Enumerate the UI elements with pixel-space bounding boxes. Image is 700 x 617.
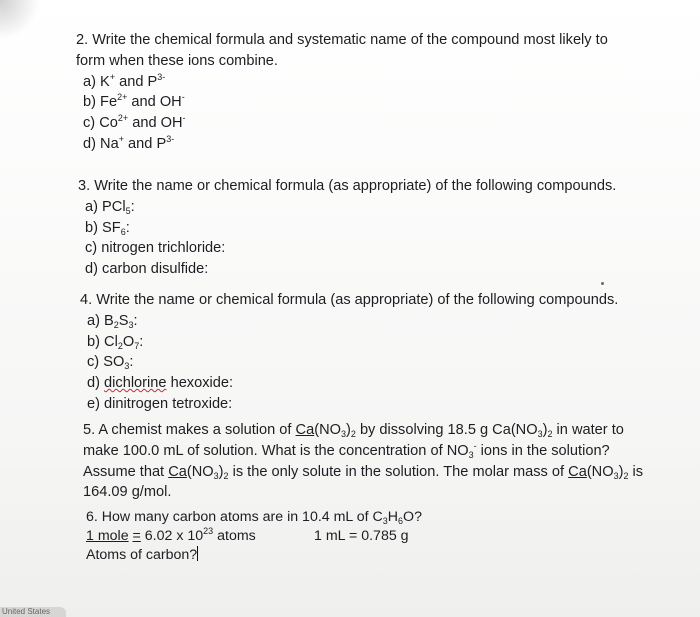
footer-tab: United States	[0, 607, 66, 617]
question-2-part-d: d) Na+ and $P^{3-}$	[83, 133, 175, 152]
question-5-line-1: 5. A chemist makes a solution of $Ca(NO_3)_2$ by dissolving 18.5 g $Ca(NO_3)_2$ in water to	[83, 422, 624, 439]
question-6-line-3[interactable]: Atoms of carbon?	[86, 547, 198, 563]
question-3-title: 3. Write the name or chemical formula (as appropriate) of the following compounds.	[78, 178, 617, 194]
question-6-line-2: 1 mole = 6.02 x $10^{23}$ atoms 1 mL = 0.785 g	[86, 526, 409, 544]
conversion-density: 1 mL = 0.785 g	[314, 528, 409, 544]
question-3-part-c: c) nitrogen trichloride:	[85, 240, 226, 257]
stray-mark	[601, 282, 604, 285]
question-2-title-line-1: 2. Write the chemical formula and systematic name of the compound most likely to	[76, 32, 608, 48]
question-2-part-c: c) $Co^{2+}$ and OH-	[83, 113, 186, 132]
question-2-part-b: b) $Fe^{2+}$ and OH-	[83, 92, 185, 111]
question-4-part-c: c) $SO_3$:	[87, 354, 134, 372]
question-4-part-d: d) dichlorine hexoxide:	[87, 375, 234, 392]
question-4-part-e: e) dinitrogen tetroxide:	[87, 395, 233, 412]
question-3	[78, 176, 700, 280]
question-2	[76, 30, 700, 155]
question-4-part-b: b) $Cl_2O_7$:	[87, 333, 144, 351]
question-6-line-1: 6. How many carbon atoms are in 10.4 mL of $C_3H_6O$?	[86, 509, 422, 526]
question-4	[80, 290, 700, 415]
question-5-line-4: 164.09 g/mol.	[83, 484, 172, 501]
question-2-title-line-2: form when these ions combine.	[76, 52, 278, 69]
question-3-part-b: b) $SF_6$:	[85, 219, 130, 237]
question-3-part-d: d) carbon disulfide:	[85, 261, 209, 278]
question-4-part-a: a) $B_2S_3$:	[87, 312, 138, 330]
question-2-part-a: a) K+ and $P^{3-}$	[83, 71, 166, 90]
text-cursor	[197, 546, 198, 561]
question-4-title: 4. Write the name or chemical formula (as appropriate) of the following compounds.	[80, 292, 619, 308]
page-corner-shadow	[0, 0, 40, 40]
question-3-part-a: a) PCl$_5$:	[85, 198, 135, 216]
question-5-line-3: Assume that $Ca(NO_3)_2$ is the only solute in the solution. The molar mass of $Ca(NO_3)_2$ is	[83, 463, 644, 481]
question-5	[83, 420, 700, 503]
spellcheck-word: dichlorine	[104, 375, 167, 392]
question-6	[86, 508, 700, 565]
question-5-line-2: make 100.0 mL of solution. What is the concentration of $NO_3^-$ ions in the solution?	[83, 440, 610, 460]
